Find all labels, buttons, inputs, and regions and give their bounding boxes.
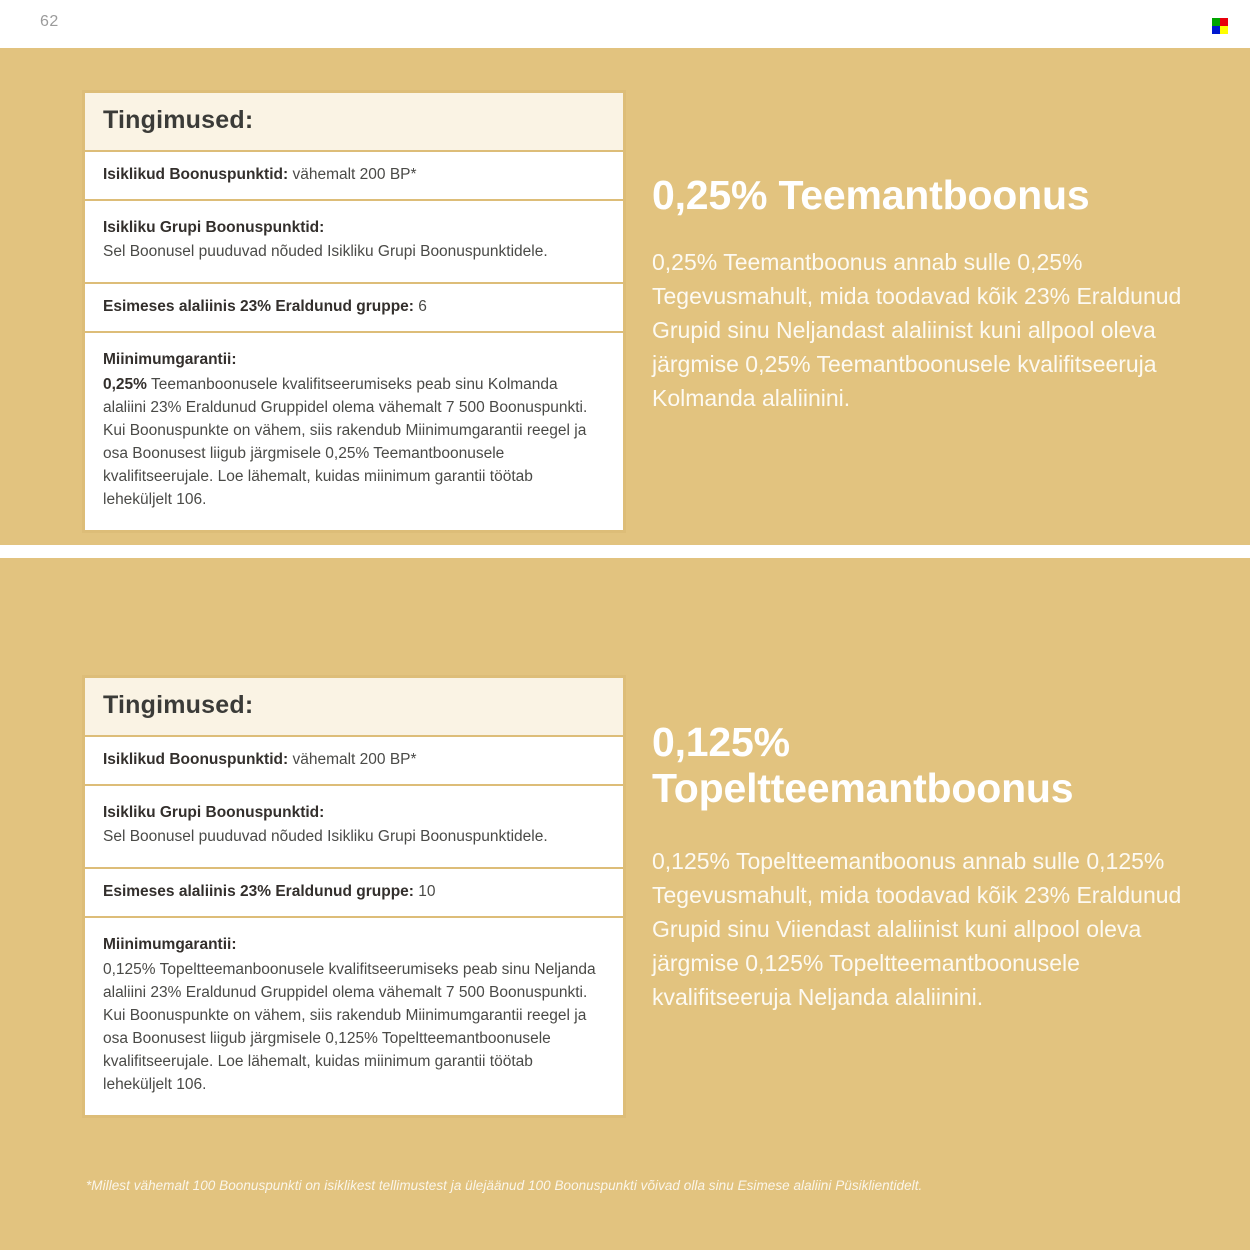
conditions-row-personal-bonus-points	[85, 737, 623, 786]
conditions-row-minimum-guarantee	[85, 918, 623, 1115]
conditions-row-first-line-groups	[85, 869, 623, 918]
conditions-row-label: Isiklikud Boonuspunktid:	[103, 750, 289, 768]
bonus-copy-block	[652, 173, 1192, 415]
conditions-row-label: Esimeses alaliinis 23% Eraldunud gruppe:	[103, 298, 414, 316]
brand-logo-icon	[1212, 18, 1228, 34]
bonus-title: 0,25% Teemantboonus	[652, 172, 1090, 218]
conditions-row-value-prefix: 0,25%	[103, 376, 147, 394]
conditions-row-personal-group-points	[85, 201, 623, 285]
logo-square-yellow	[1220, 26, 1228, 34]
conditions-row-personal-group-points	[85, 786, 623, 870]
conditions-row-value: 6	[418, 298, 427, 316]
conditions-row-text	[103, 217, 605, 265]
conditions-card-header	[85, 93, 623, 152]
conditions-row-personal-bonus-points	[85, 152, 623, 201]
conditions-row-value: Teemanboonusele kvalifitseerumiseks peab sinu Kolmanda alaliini 23% Eraldunud Gruppidel olema vähemalt 7 500 Boonuspunkti. Kui Boonuspunkte on vähem, siis rakendub Miinimumgarantii reegel ja osa Boonusest liigub järgmisele 0,25% Teemantboonusele kvalifitseerujale. Loe lähemalt, kuidas miinimum garantii töötab leheküljelt 106.	[103, 376, 588, 508]
bonus-section-diamond	[0, 48, 1250, 545]
conditions-row-text	[103, 296, 605, 318]
conditions-row-text	[103, 934, 605, 1097]
logo-square-red	[1220, 18, 1228, 26]
conditions-title: Tingimused:	[103, 691, 254, 719]
bonus-section-double-diamond	[0, 558, 1250, 1250]
conditions-title: Tingimused:	[103, 106, 254, 134]
conditions-row-first-line-groups	[85, 284, 623, 333]
conditions-row-label: Isikliku Grupi Boonuspunktid:	[103, 218, 325, 236]
conditions-row-value: Sel Boonusel puuduvad nõuded Isikliku Grupi Boonuspunktidele.	[103, 828, 548, 846]
conditions-row-label: Isiklikud Boonuspunktid:	[103, 165, 289, 183]
bonus-copy-block	[652, 720, 1192, 1014]
conditions-row-value: vähemalt 200 BP*	[292, 750, 417, 768]
conditions-row-minimum-guarantee	[85, 333, 623, 530]
bonus-description: 0,125% Topeltteemantboonus annab sulle 0,125% Tegevusmahult, mida toodavad kõik 23% Eraldunud Grupid sinu Viiendast alaliinist kuni allpool oleva järgmise 0,125% Topeltteemantboonusele kvalifitseeruja Neljanda alaliinini.	[652, 847, 1182, 1010]
logo-square-blue	[1212, 26, 1220, 34]
bonus-description: 0,25% Teemantboonus annab sulle 0,25% Tegevusmahult, mida toodavad kõik 23% Eraldunud Grupid sinu Neljandast alaliinist kuni allpool oleva järgmise 0,25% Teemantboonusele kvalifitseeruja Kolmanda alaliinini.	[652, 248, 1182, 412]
conditions-row-label: Miinimumgarantii:	[103, 351, 237, 369]
conditions-row-value: vähemalt 200 BP*	[292, 165, 417, 183]
conditions-row-text	[103, 881, 605, 903]
conditions-row-value: Sel Boonusel puuduvad nõuded Isikliku Grupi Boonuspunktidele.	[103, 243, 548, 261]
footnote: *Millest vähemalt 100 Boonuspunkti on isiklikest tellimustest ja ülejäänud 100 Boonuspunkti võivad olla sinu Esimese alaliini Püsiklientidelt.	[86, 1178, 923, 1193]
conditions-card	[82, 90, 626, 533]
page-number: 62	[40, 13, 59, 30]
conditions-card	[82, 675, 626, 1118]
conditions-row-value: 0,125% Topeltteemanboonusele kvalifitseerumiseks peab sinu Neljanda alaliini 23% Eraldunud Gruppidel olema vähemalt 7 500 Boonuspunkti. Kui Boonuspunkte on vähem, siis rakendub Miinimumgarantii reegel ja osa Boonusest liigub järgmisele 0,125% Topeltteemantboonusele kvalifitseerujale. Loe lähemalt, kuidas miinimum garantii töötab leheküljelt 106.	[103, 961, 596, 1093]
page-top-bar	[0, 0, 1250, 48]
conditions-row-label: Esimeses alaliinis 23% Eraldunud gruppe:	[103, 883, 414, 901]
conditions-row-value: 10	[418, 883, 436, 901]
conditions-row-text	[103, 749, 605, 771]
conditions-row-text	[103, 349, 605, 512]
conditions-row-label: Miinimumgarantii:	[103, 936, 237, 954]
conditions-row-text	[103, 164, 605, 186]
conditions-row-text	[103, 802, 605, 850]
conditions-card-header	[85, 678, 623, 737]
logo-square-green	[1212, 18, 1220, 26]
bonus-title: 0,125% Topeltteemantboonus	[652, 719, 1074, 811]
conditions-row-label: Isikliku Grupi Boonuspunktid:	[103, 803, 325, 821]
